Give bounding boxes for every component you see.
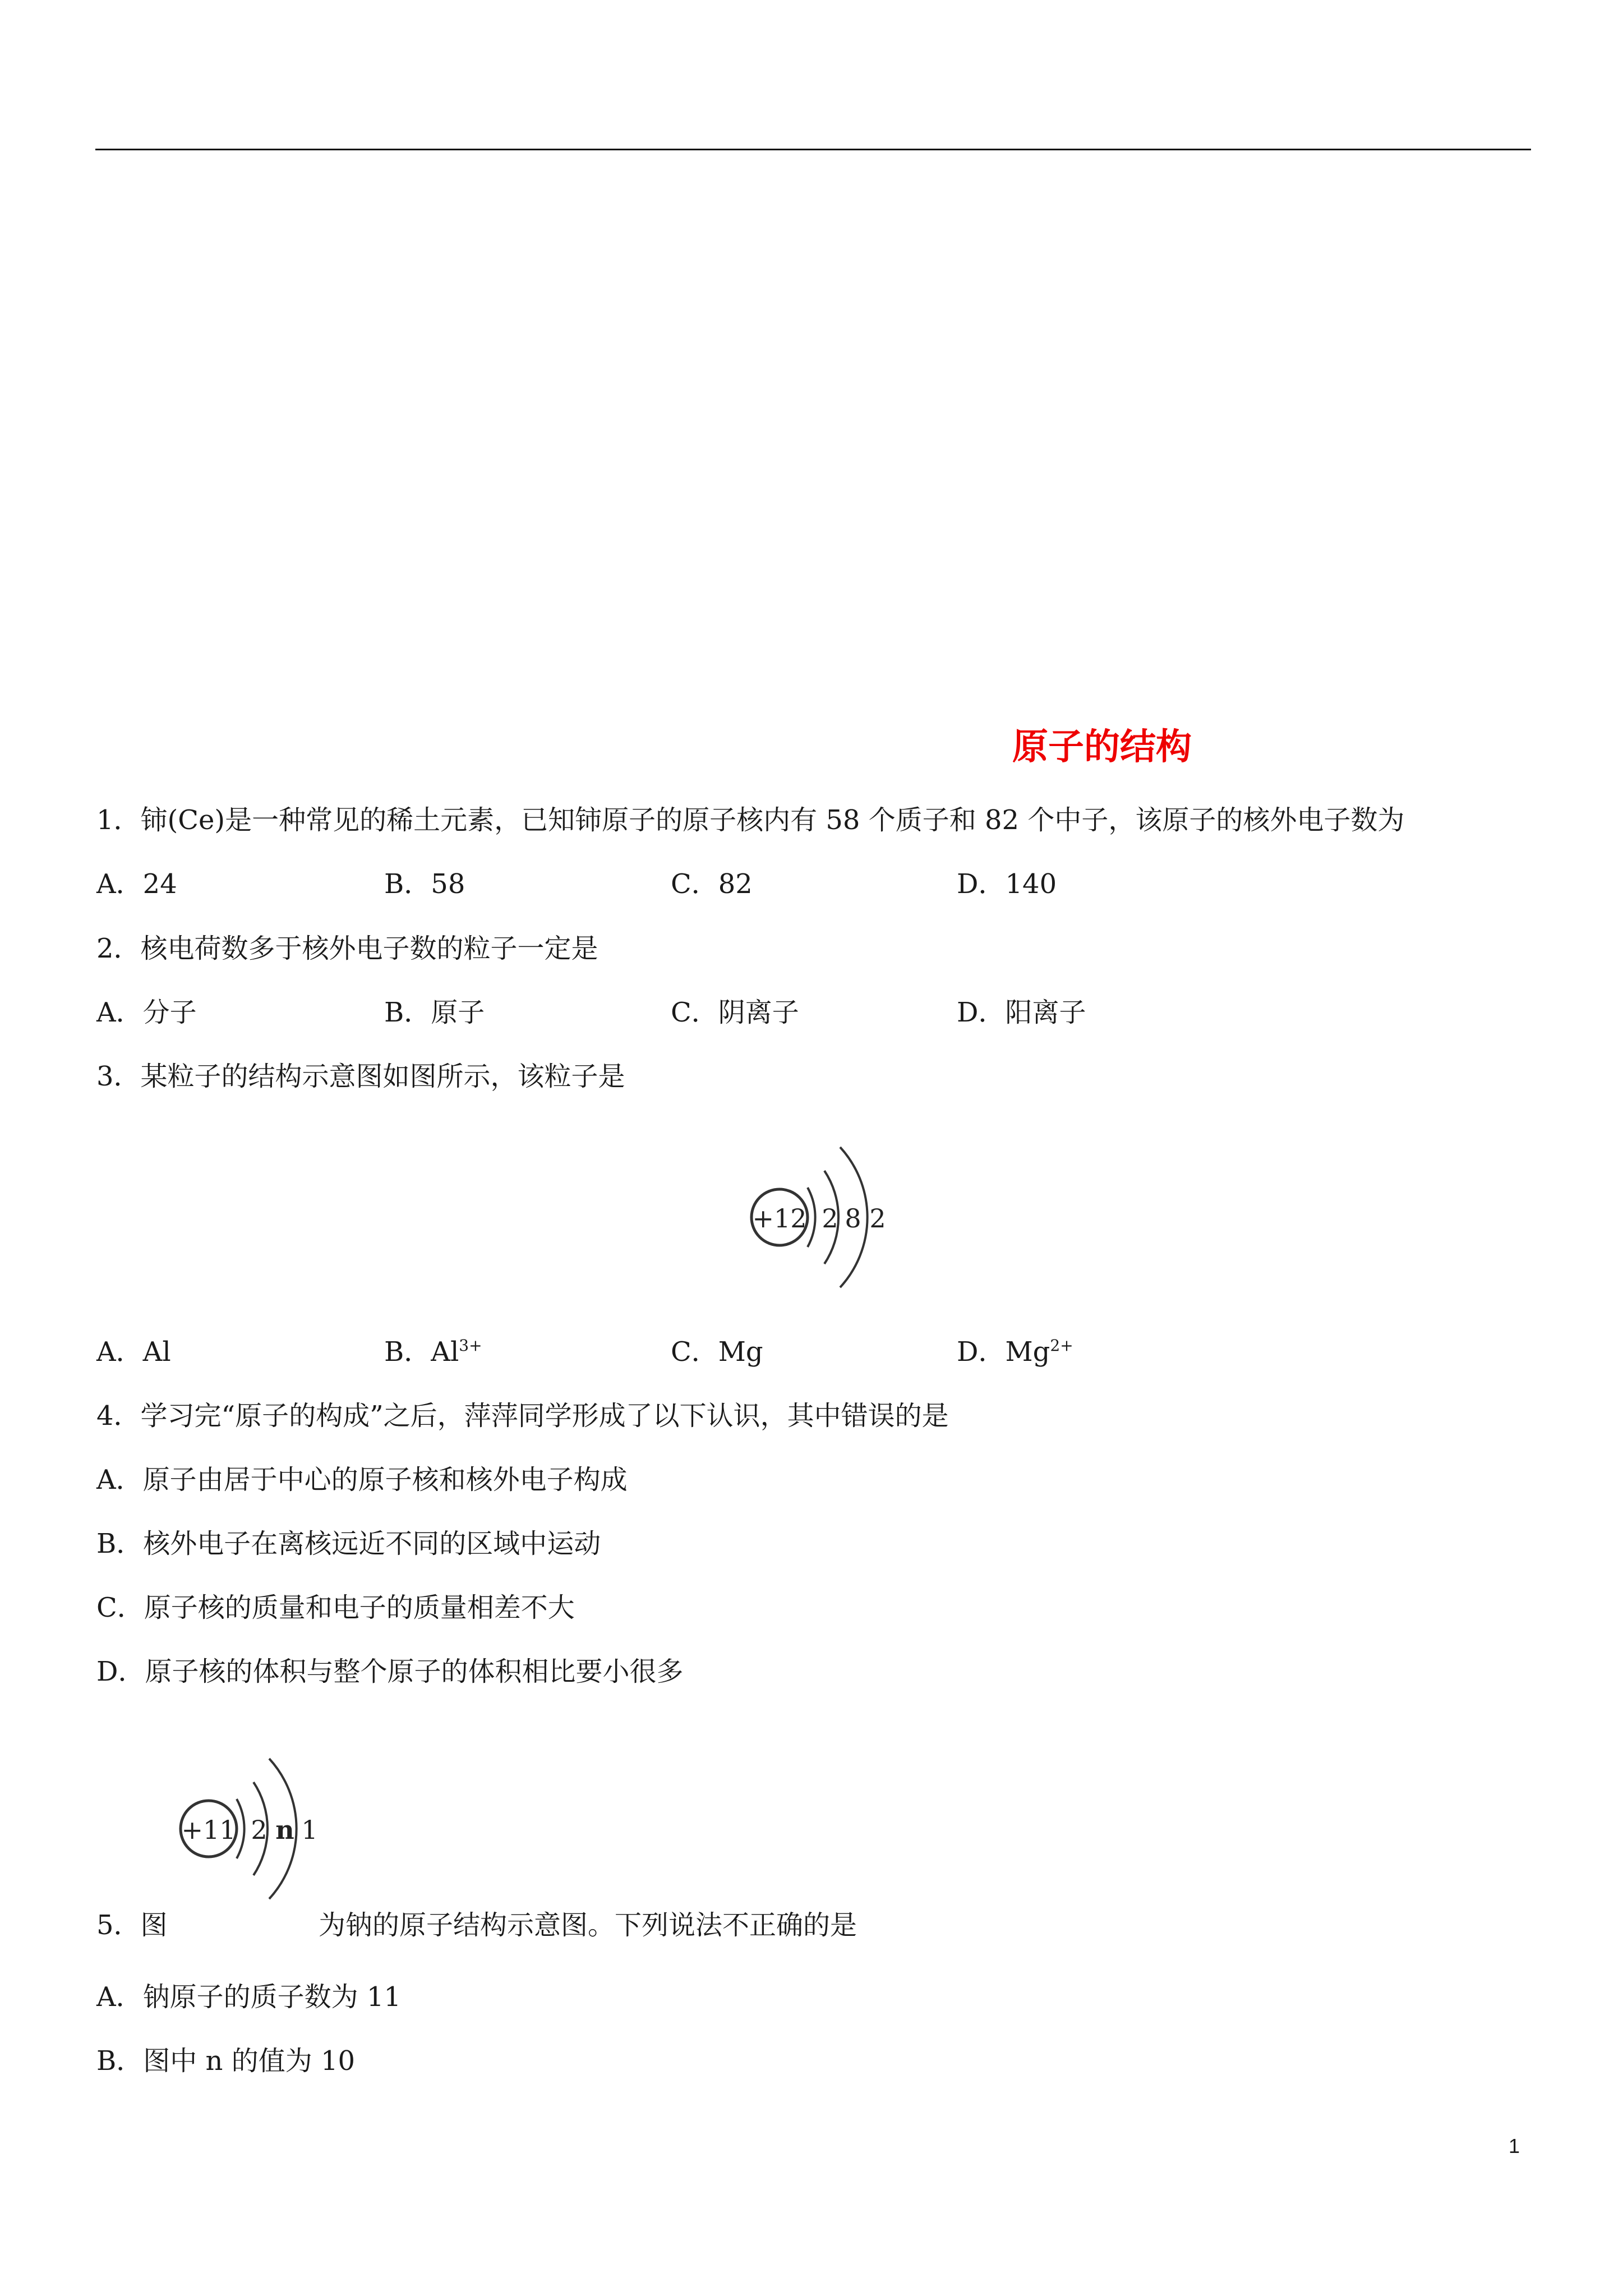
shell-electrons-3: 2 <box>869 1203 886 1234</box>
q4-option-c[interactable]: C．原子核的质量和电子的质量相差不大 <box>96 1592 575 1623</box>
question-5-stem-prefix: 5．图 <box>96 1910 168 1941</box>
q3-option-d[interactable]: D．$Mg^{2+}$ <box>957 1336 1073 1368</box>
header-rule <box>95 149 1531 150</box>
page-title: 原子的结构 <box>1012 726 1192 768</box>
question-4-stem: 4．学习完“原子的构成”之后，萍萍同学形成了以下认识，其中错误的是 <box>96 1400 949 1432</box>
shell-electrons-1: 2 <box>822 1203 838 1234</box>
q5-option-a[interactable]: A．钠原子的质子数为 11 <box>96 1981 402 2013</box>
charge-superscript: 2+ <box>1050 1336 1073 1355</box>
q3-option-a[interactable]: A．Al <box>96 1336 171 1368</box>
q5-option-b[interactable]: B．图中 n 的值为 10 <box>96 2045 356 2077</box>
q1-option-d[interactable]: D．140 <box>957 868 1057 900</box>
q1-option-b[interactable]: B．58 <box>384 868 465 900</box>
na-atom-structure-diagram <box>168 1731 325 1921</box>
shell-electrons-2: 8 <box>845 1203 861 1234</box>
q1-option-a[interactable]: A．24 <box>96 868 177 900</box>
question-3-stem: 3．某粒子的结构示意图如图所示，该粒子是 <box>96 1061 625 1092</box>
shell-electrons-1: 2 <box>251 1815 268 1845</box>
nucleus-charge: +12 <box>752 1203 807 1234</box>
q4-option-d[interactable]: D．原子核的体积与整个原子的体积相比要小很多 <box>96 1656 684 1687</box>
shell-electrons-3: 1 <box>301 1815 318 1845</box>
shell-electrons-2: n <box>275 1815 294 1845</box>
q4-option-a[interactable]: A．原子由居于中心的原子核和核外电子构成 <box>96 1464 628 1496</box>
question-2-stem: 2．核电荷数多于核外电子数的粒子一定是 <box>96 933 598 964</box>
q2-option-d[interactable]: D．阳离子 <box>957 997 1086 1028</box>
q3-option-b[interactable]: B．$Al^{3+}$ <box>384 1336 482 1368</box>
page-number: 1 <box>1509 2134 1520 2157</box>
q2-option-c[interactable]: C．阴离子 <box>671 997 799 1028</box>
charge-superscript: 3+ <box>459 1336 482 1355</box>
nucleus-charge: +11 <box>181 1815 236 1845</box>
q2-option-b[interactable]: B．原子 <box>384 997 485 1028</box>
q3-option-c[interactable]: C．Mg <box>671 1336 763 1368</box>
question-1-stem: 1．铈(Ce)是一种常见的稀土元素，已知铈原子的原子核内有 58 个质子和 82 个中子，该原子的核外电子数为 <box>96 804 1405 836</box>
q4-option-b[interactable]: B．核外电子在离核远近不同的区域中运动 <box>96 1528 601 1559</box>
question-5-stem-suffix: 为钠的原子结构示意图。下列说法不正确的是 <box>319 1910 857 1941</box>
q1-option-c[interactable]: C．82 <box>671 868 753 900</box>
q2-option-a[interactable]: A．分子 <box>96 997 197 1028</box>
mg-atom-structure-diagram <box>740 1119 909 1310</box>
